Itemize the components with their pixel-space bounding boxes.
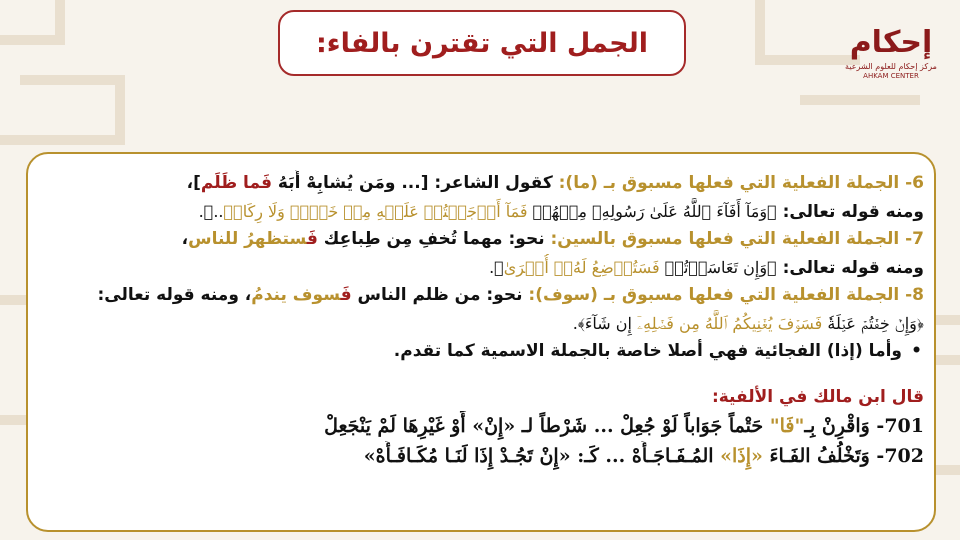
alfiyya-verse-701 — [40, 411, 924, 441]
item-6-heading: 6- الجملة الفعلية التي فعلها مسبوق بـ (ما): — [552, 173, 924, 193]
item-8-example: نحو: من ظلم الناس — [351, 285, 523, 305]
item-6-quote-highlight: فَمَآ أَوۡجَفۡتُمۡ عَلَيۡهِ مِنۡ خَيۡلٖ وَلَا رِكَابٖ — [223, 201, 528, 221]
alfiyya-heading: قال ابن مالك في الألفية: — [711, 386, 924, 407]
verse-702-start: 702- وَتَخْلُفُ الفَـاءَ — [762, 445, 924, 467]
item-8-quote-line — [40, 310, 924, 339]
item-8-heading: 8- الجملة الفعلية التي فعلها مسبوق بـ (سوف): — [522, 285, 924, 305]
lesson-content — [40, 170, 924, 471]
item-8-example-end: ، ومنه قوله تعالى: — [97, 285, 252, 305]
bullet-note — [40, 338, 924, 366]
item-7-quote-intro: ومنه قوله تعالى: — [776, 257, 924, 278]
alfiyya-verse-702 — [40, 441, 924, 471]
item-6-example-highlight: فَما ظَلَم — [200, 173, 272, 193]
item-7-fa: فَ — [306, 229, 318, 249]
bullet-text: وأما (إذا) الفجائية فهي أصلا خاصة بالجملة الاسمية كما تقدم. — [393, 341, 902, 361]
spacer — [40, 366, 924, 384]
logo-english: AHKAM CENTER — [863, 72, 919, 80]
item-7-example-end: ، — [181, 229, 189, 249]
item-8-example-highlight: سوف يندمُ — [251, 285, 341, 305]
logo-mark: إحكام — [849, 25, 933, 60]
item-7-example: نحو: مهما تُخفِ مِن طِباعِك — [317, 229, 545, 249]
verse-702-rest: المُـفَـاجَـأَهْ ... كَـ: «إِنْ تَجُـدْ إِذَا لَنَـا مُكَـافَـأَهْ» — [363, 445, 721, 467]
item-6-line — [40, 170, 924, 198]
item-6-quote-intro: ومنه قوله تعالى: — [776, 201, 924, 222]
item-8-quote-end: إِن شَآءَ﴾. — [572, 313, 638, 333]
item-6-quote: ﴿وَمَآ أَفَآءَ ٱللَّهُ عَلَىٰ رَسُولِهِۦ مِنۡهُمۡ — [527, 201, 777, 221]
item-6-quote-end: ..﴾. — [198, 201, 224, 221]
item-6-example: كقول الشاعر: [... ومَن يُشابِهْ أَبَهُ — [271, 173, 553, 193]
item-8-quote: ﴿وَإِنۡ خِفۡتُمۡ عَيۡلَةٗ — [822, 313, 924, 333]
slide-title: الجمل التي تقترن بالفاء: — [315, 27, 648, 59]
verse-701-rest: حَتْماً جَوَاباً لَوْ جُعِلْ ... شَرْطاً لـ «إِنْ» أَوْ غَيْرِهَا لَمْ يَنْجَعِلْ — [324, 415, 770, 437]
item-7-quote-highlight: فَسَتُرۡضِعُ لَهُۥٓ أُخۡرَىٰ — [503, 257, 660, 277]
item-7-example-highlight: ستظهرُ للناس — [188, 229, 307, 249]
item-7-quote-line — [40, 254, 924, 283]
title-box — [278, 10, 686, 76]
verse-702-highlight: «إِذَا» — [720, 445, 763, 467]
ahkam-logo — [846, 26, 936, 96]
logo-subtitle: مركز إحكام للعلوم الشرعية — [845, 62, 937, 71]
item-6-example-end: ]، — [186, 173, 201, 193]
item-7-quote: ﴿وَإِن تَعَاسَرۡتُمۡ — [659, 257, 777, 277]
item-7-heading: 7- الجملة الفعلية التي فعلها مسبوق بالسين: — [544, 229, 924, 249]
item-7-line — [40, 226, 924, 254]
verse-701-highlight: "فَا" — [769, 415, 805, 437]
bullet-mark: • — [911, 341, 922, 361]
item-8-quote-highlight: فَسَوۡفَ يُغۡنِيكُمُ ٱللَّهُ مِن فَضۡلِهِۦٓ — [637, 313, 823, 333]
verse-701-start: 701- وَاقْرِنْ بِـ — [804, 415, 924, 437]
item-8-fa: فَ — [340, 285, 352, 305]
item-8-line — [40, 282, 924, 310]
item-7-quote-end: ﴾. — [489, 257, 504, 277]
item-6-quote-line — [40, 198, 924, 227]
